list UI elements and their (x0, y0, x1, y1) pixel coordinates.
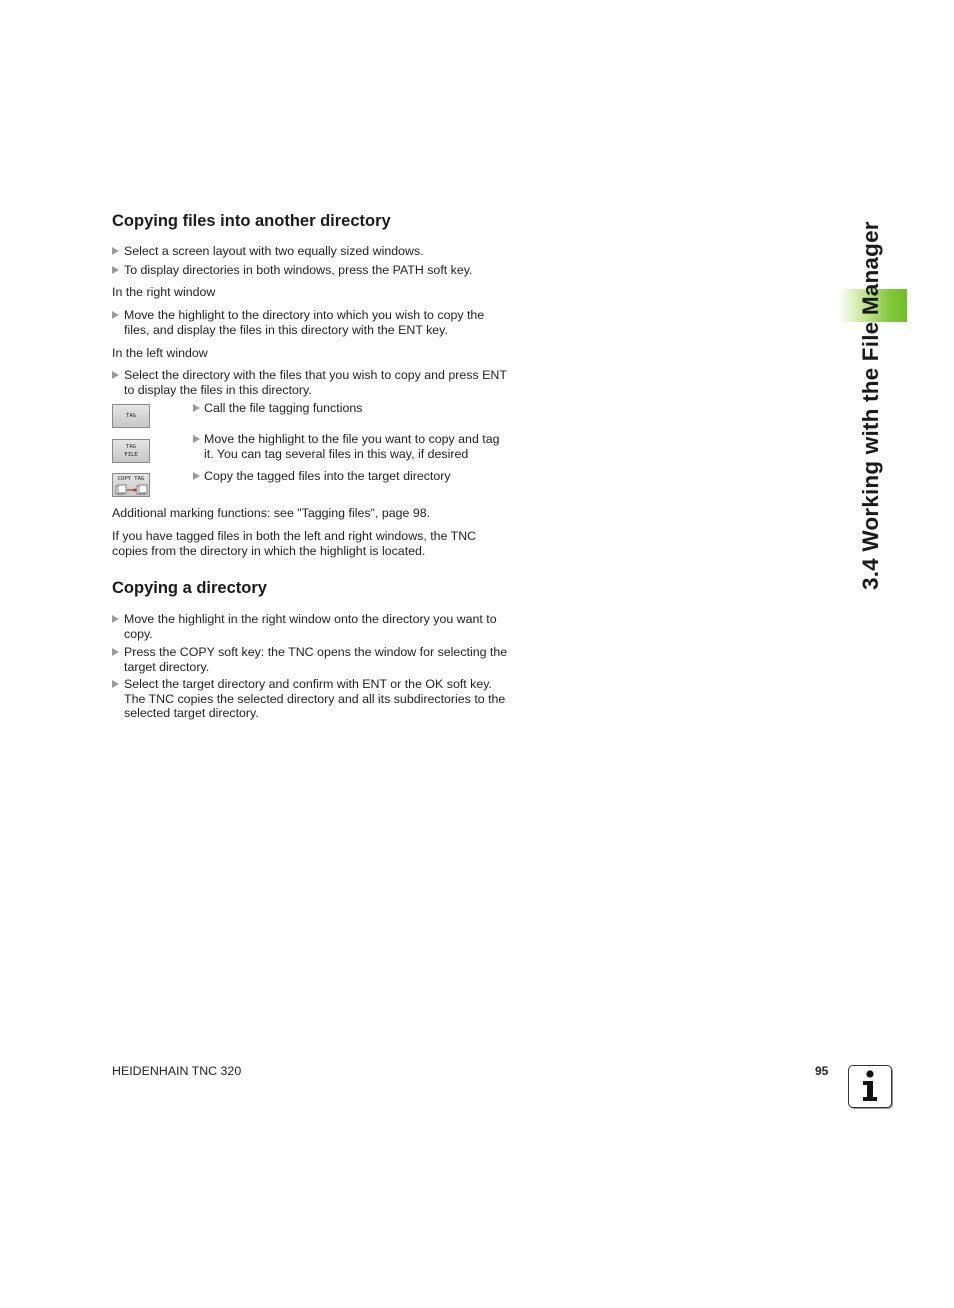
list-item-text: Select the directory with the files that you wish to copy and press ENT to display the files in this directory. (124, 368, 507, 397)
softkey-label: COPY TAG (117, 476, 145, 482)
arrow-bullet-icon (112, 266, 119, 274)
chapter-side-title: 3.4 Working with the File Manager (858, 221, 883, 590)
tag-file-softkey (112, 439, 150, 463)
copy-files-icon (114, 484, 148, 496)
arrow-bullet-icon (193, 472, 200, 480)
list-item (112, 308, 508, 337)
footer-product: HEIDENHAIN TNC 320 (112, 1064, 242, 1078)
paragraph: If you have tagged files in both the left and right windows, the TNC copies from the directory in which the highlight is located. (112, 529, 477, 558)
softkey-description-text: Move the highlight to the file you want to copy and tag it. You can tag several files in this way, if desired (204, 432, 500, 461)
page-number: 95 (815, 1064, 829, 1078)
section-heading-copy-directory: Copying a directory (112, 579, 267, 597)
left-window-label: In the left window (112, 346, 208, 360)
arrow-bullet-icon (112, 680, 119, 688)
paragraph: Additional marking functions: see "Tagging files", page 98. (112, 506, 431, 520)
softkey-label: TAG (126, 444, 136, 450)
arrow-bullet-icon (112, 247, 119, 255)
arrow-bullet-icon (112, 615, 119, 623)
softkey-description-text: Call the file tagging functions (204, 401, 363, 415)
list-item-text: Select the target directory and confirm with ENT or the OK soft key. The TNC copies the selected directory and all its subdirectories to the selected target directory. (124, 677, 506, 721)
softkey-description (193, 469, 508, 484)
list-item (112, 244, 508, 259)
arrow-bullet-icon (112, 311, 119, 319)
list-item-text: Move the highlight to the directory into which you wish to copy the files, and display the files in this directory with the ENT key. (124, 308, 485, 337)
list-item-text: Move the highlight in the right window onto the directory you want to copy. (124, 612, 497, 641)
tag-softkey (112, 404, 150, 428)
arrow-bullet-icon (112, 648, 119, 656)
info-icon (848, 1065, 892, 1108)
arrow-bullet-icon (193, 435, 200, 443)
list-item (112, 677, 508, 721)
arrow-bullet-icon (112, 371, 119, 379)
list-item (112, 368, 508, 397)
softkey-description (193, 401, 508, 416)
list-item (112, 612, 508, 641)
list-item (112, 645, 508, 674)
softkey-description-text: Copy the tagged files into the target directory (204, 469, 451, 483)
list-item-text: To display directories in both windows, press the PATH soft key. (124, 263, 473, 277)
list-item-text: Select a screen layout with two equally sized windows. (124, 244, 424, 258)
section-heading-copy-files: Copying files into another directory (112, 212, 391, 230)
list-item-text: Press the COPY soft key: the TNC opens the window for selecting the target directory. (124, 645, 508, 674)
softkey-label: FILE (124, 452, 138, 458)
right-window-label: In the right window (112, 285, 216, 299)
arrow-bullet-icon (193, 404, 200, 412)
list-item (112, 263, 508, 278)
softkey-label: TAG (126, 413, 136, 419)
softkey-description (193, 432, 508, 461)
copy-tag-softkey (112, 473, 150, 497)
